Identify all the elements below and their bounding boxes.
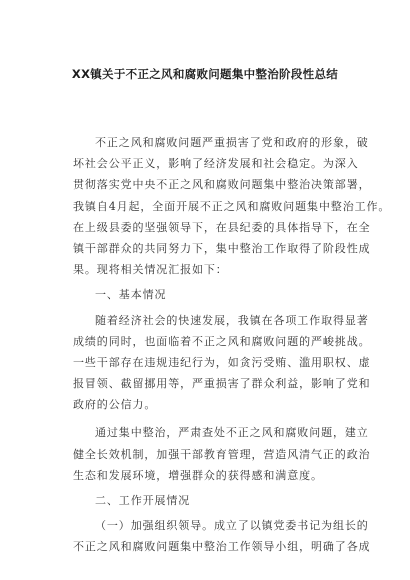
paragraph-line: 通过集中整治，严肃查处不正之风和腐败问题，建立 [95, 426, 369, 440]
paragraph-line: 不正之风和腐败问题严重损害了党和政府的形象，破 [95, 136, 369, 149]
paragraph-line: 在上级县委的坚强领导下，在县纪委的具体指导下，在全 [73, 220, 371, 234]
paragraph-line: 我镇自4月起，全面开展不正之风和腐败问题集中整治工作。 [73, 199, 391, 213]
paragraph-line: 成绩的同时，也面临着不正之风和腐败问题的严峻挑战。 [73, 334, 371, 348]
document-body [73, 132, 391, 558]
section-heading-work: 二、工作开展情况 [95, 494, 191, 507]
paragraph-line: 镇干部群众的共同努力下，集中整治工作取得了阶段性成 [73, 241, 371, 255]
paragraph-line: 健全长效机制，加强干部教育管理，营造风清气正的政治 [73, 447, 371, 461]
work-paragraph-1 [73, 515, 371, 557]
document-title: XX镇关于不正之风和腐败问题集中整治阶段性总结 [71, 67, 339, 81]
paragraph-line: 一些干部存在违规违纪行为，如贪污受贿、滥用职权、虚 [73, 355, 371, 369]
section-heading-basic: 一、基本情况 [95, 288, 167, 302]
paragraph-line: 果。现将相关情况汇报如下： [73, 263, 228, 277]
paragraph-line: （一）加强组织领导。成立了以镇党委书记为组长的 [95, 519, 369, 533]
paragraph-line: 随着经济社会的快速发展，我镇在各项工作取得显著 [95, 313, 369, 327]
basic-situation-paragraph-2 [73, 422, 371, 486]
basic-situation-paragraph-1 [73, 310, 371, 416]
paragraph-line: 报冒领、截留挪用等，严重损害了群众利益，影响了党和 [73, 377, 371, 391]
paragraph-line: 生态和发展环境，增强群众的获得感和满意度。 [73, 468, 323, 482]
paragraph-line: 坏社会公平正义，影响了经济发展和社会稳定。为深入 [73, 157, 359, 171]
intro-paragraph [73, 132, 391, 280]
paragraph-line: 不正之风和腐败问题集中整治工作领导小组，明确了各成 [73, 540, 371, 554]
paragraph-line: 贯彻落实党中央不正之风和腐败问题集中整治决策部署， [73, 178, 371, 192]
paragraph-line: 政府的公信力。 [73, 398, 157, 412]
